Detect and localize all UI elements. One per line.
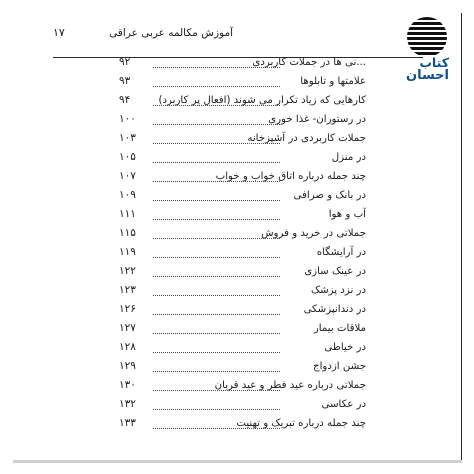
toc-entry-page: ۱۲۳ xyxy=(119,284,136,296)
toc-row xyxy=(13,245,461,263)
toc-entry-page: ۱۱۵ xyxy=(119,227,136,239)
toc-row xyxy=(13,55,461,73)
page-number: ۱۷ xyxy=(53,26,65,39)
toc-entry-page: ۱۲۸ xyxy=(119,341,136,353)
toc-entry-page: ۱۰۹ xyxy=(119,189,136,201)
toc-entry-page: ۹۲ xyxy=(119,56,131,68)
toc-entry-page: ۱۳۰ xyxy=(119,379,136,391)
striped-globe-icon xyxy=(383,15,459,59)
toc-entry-page: ۱۱۱ xyxy=(119,208,136,220)
toc-row xyxy=(13,321,461,339)
dot-leader xyxy=(153,276,280,277)
dot-leader xyxy=(153,333,280,334)
toc-entry-page: ۹۳ xyxy=(119,75,131,87)
book-title: آموزش مکالمه عربی عراقی xyxy=(109,27,233,39)
toc-entry-page: ۱۰۷ xyxy=(119,170,136,182)
toc-entry-title: ملاقات بیمار xyxy=(313,323,366,334)
toc-entry-page: ۱۲۷ xyxy=(119,322,136,334)
toc-entry-page: ۱۳۲ xyxy=(119,398,136,410)
toc-row xyxy=(13,169,461,187)
dot-leader xyxy=(153,105,280,106)
toc-entry-title: جملات کاربردی در آشپزخانه xyxy=(247,133,366,144)
toc-entry-title: در بانک و صرافی xyxy=(293,190,366,201)
toc-row xyxy=(13,93,461,111)
logo-word-ehsan: احسان xyxy=(405,68,449,83)
dot-leader xyxy=(153,162,280,163)
toc-row xyxy=(13,207,461,225)
dot-leader xyxy=(153,314,280,315)
toc-row xyxy=(13,131,461,149)
dot-leader xyxy=(153,428,280,429)
toc-row xyxy=(13,359,461,377)
toc-entry-page: ۱۲۶ xyxy=(119,303,136,315)
toc-entry-title: جشن ازدواج xyxy=(313,361,366,372)
dot-leader xyxy=(153,257,280,258)
toc-entry-title: چند جمله درباره تبریک و تهنیت xyxy=(236,418,366,429)
toc-row xyxy=(13,340,461,358)
toc-row xyxy=(13,226,461,244)
toc-entry-page: ۹۴ xyxy=(119,94,131,106)
toc-entry-page: ۱۲۹ xyxy=(119,360,136,372)
book-page xyxy=(13,13,462,461)
dot-leader xyxy=(153,181,280,182)
dot-leader xyxy=(153,371,280,372)
toc-entry-title: در عکاسی xyxy=(321,399,366,410)
toc-row xyxy=(13,74,461,92)
toc-entry-page: ۱۲۲ xyxy=(119,265,136,277)
toc-entry-title: در نزد پزشک xyxy=(310,285,366,296)
toc-row xyxy=(13,397,461,415)
dot-leader xyxy=(153,390,280,391)
toc-entry-title: در منزل xyxy=(331,152,366,163)
toc-entry-page: ۱۳۳ xyxy=(119,417,136,429)
toc-row xyxy=(13,112,461,130)
toc-entry-title: در آرایشگاه xyxy=(316,247,366,258)
toc-entry-title: در عینک سازی xyxy=(304,266,366,277)
toc-entry-title: چند جمله درباره اتاق خواب و خواب xyxy=(215,171,366,182)
toc-row xyxy=(13,302,461,320)
toc-entry-title: جملاتی درباره عید فطر و عید قربان xyxy=(214,380,366,391)
toc-entry-title: علامتها و تابلوها xyxy=(300,76,366,87)
toc-entry-title: جملاتی در خرید و فروش xyxy=(261,228,366,239)
dot-leader xyxy=(153,124,280,125)
toc-entry-title: کارهایی که زیاد تکرار می شوند (افعال پر کاربرد) xyxy=(158,95,366,106)
toc-entry-title: در دندانپزشکی xyxy=(303,304,366,315)
toc-entry-page: ۱۰۳ xyxy=(119,132,136,144)
dot-leader xyxy=(153,67,280,68)
toc-entry-title: ...نی ها در جملات کاربردی xyxy=(252,57,366,68)
logo-word-ketab: کتاب xyxy=(419,55,449,70)
dot-leader xyxy=(153,143,280,144)
toc-entry-page: ۱۰۰ xyxy=(119,113,136,125)
toc-row xyxy=(13,283,461,301)
toc-entry-page: ۱۰۵ xyxy=(119,151,136,163)
toc-entry-title: آب و هوا xyxy=(328,209,366,220)
toc-entry-title: در رستوران- غذا خوری xyxy=(268,114,366,125)
dot-leader xyxy=(153,409,280,410)
dot-leader xyxy=(153,352,280,353)
toc-row xyxy=(13,416,461,434)
toc-row xyxy=(13,264,461,282)
dot-leader xyxy=(153,219,280,220)
dot-leader xyxy=(153,295,280,296)
toc-entry-title: در خیاطی xyxy=(324,342,366,353)
dot-leader xyxy=(153,200,280,201)
page-edge-shadow xyxy=(13,460,462,463)
toc-row xyxy=(13,378,461,396)
dot-leader xyxy=(153,86,280,87)
toc-row xyxy=(13,150,461,168)
toc-row xyxy=(13,188,461,206)
dot-leader xyxy=(153,238,280,239)
toc-entry-page: ۱۱۹ xyxy=(119,246,136,258)
